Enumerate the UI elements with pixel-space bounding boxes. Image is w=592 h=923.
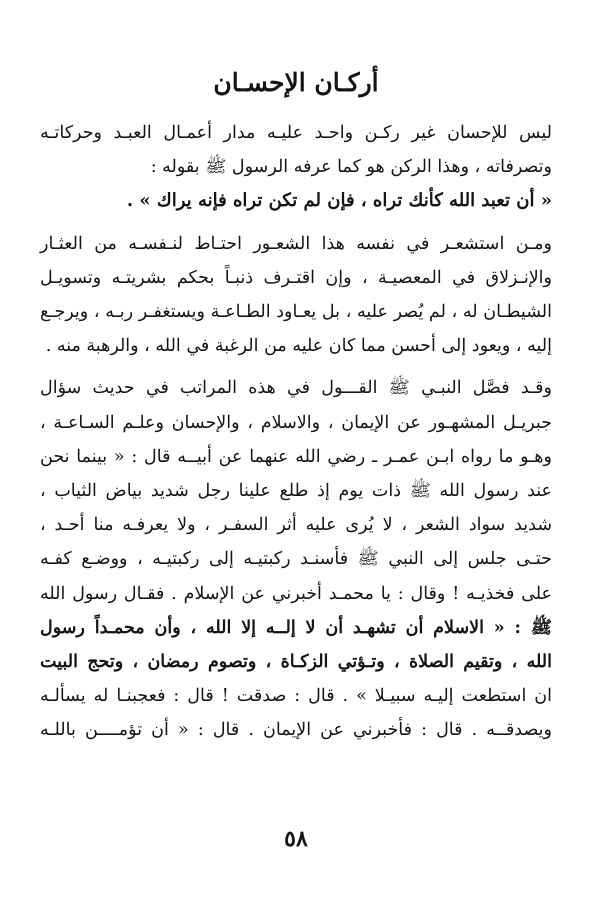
text-line: جبريـل المشهـور عن الإيمان ، والاسلام ، والإحسان وعلـم السـاعـة ، — [40, 412, 552, 433]
text-line: وقـد فصَّل النبـي ﷺ القـــول في هذه المراتب في حديث سؤال — [40, 378, 552, 399]
page-title: أركـان الإحسـان — [213, 68, 379, 97]
text-line: « أن تعبد الله كأنك تراه ، فإن لم تكن تراه فإنه يراك » . — [126, 190, 552, 212]
text-line: ويصدقــه . قال : فأخبرني عن الإيمان . قال : « أن تؤمــــن باللـه — [40, 720, 552, 741]
text-line: والإنـزلاق في المعصيـة ، وإن اقتـرف ذنبـاً بحكم بشريتـه وتسويـل — [40, 267, 552, 288]
text-line: شديد سواد الشعر ، لا يُرى عليه أثر السفـر ، ولا يعرفـه منا أحـد ، — [40, 515, 552, 536]
text-line: ليس للإحسان غير ركـن واحـد عليـه مدار أعمـال العبـد وحركاتـه — [40, 123, 552, 143]
text-line: وتصرفاته ، وهذا الركن هو كما عرفه الرسول ﷺ بقوله : — [150, 157, 552, 178]
paragraph-hadith-quote — [40, 184, 552, 218]
text-line: حتـى جلس إلى النبي ﷺ فأسنـد ركبتيـه إلى ركبتيـه ، ووضـع كفـه — [40, 549, 552, 570]
text-line: وهـو ما رواه ابـن عمـر ـ رضي الله عنهما عن أبيــه قال : « بينما نحن — [40, 446, 552, 467]
body-text — [40, 116, 552, 748]
text-line: ﷺ : « الاسلام أن تشهـد أن لا إلــه إلا الله ، وأن محمـداً رسول — [40, 617, 552, 638]
page-number: ٥٨ — [284, 826, 308, 852]
text-line: الله ، وتقيم الصلاة ، وتـؤتي الزكـاة ، وتصوم رمضان ، وتحج البيت — [40, 652, 552, 673]
paragraph-jibril-hadith — [40, 371, 552, 747]
text-line: إليه ، ويعود إلى أحسن مما كان عليه من الرغبة في الله ، والرهبة منه . — [45, 336, 552, 357]
text-line: على فخذيـه ! وقال : يا محمـد أخبرني عن الإسلام . فقـال رسول الله — [40, 583, 552, 604]
paragraph-intro — [40, 116, 552, 184]
paragraph-consciousness — [40, 227, 552, 364]
text-line: ان استطعت إليـه سبيـلا » . قال : صدقت ! قال : فعجبنـا له يسألـه — [40, 686, 552, 707]
text-line: ومـن استشعـر في نفسه هذا الشعـور احتـاط لنـفسـه من العثـار — [40, 233, 552, 254]
text-line: الشيطـان له ، لم يُصر عليه ، بل يعـاود الطـاعـة ويستغفـر ربـه ، ويرجـع — [40, 302, 552, 323]
text-line: عند رسول الله ﷺ ذات يوم إذ طلع علينا رجل شديد بياض الثياب ، — [40, 481, 552, 502]
